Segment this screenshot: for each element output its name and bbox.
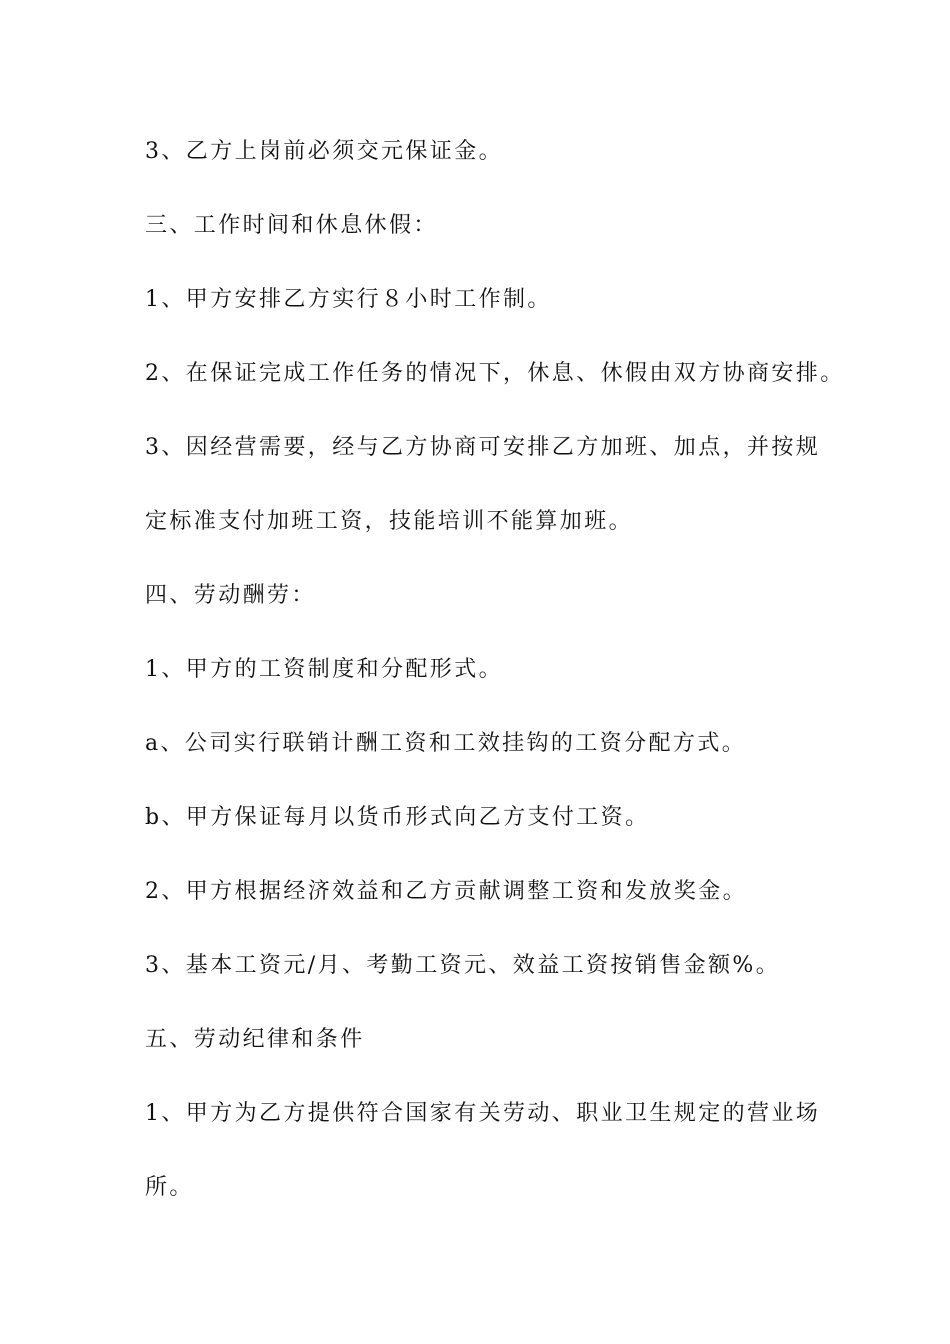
line-workplace-cont: 所。 xyxy=(145,1175,194,1200)
line-wage-a: a、公司实行联销计酬工资和工效挂钩的工资分配方式。 xyxy=(145,731,747,756)
heading-remuneration: 四、劳动酬劳： xyxy=(145,583,316,608)
heading-working-hours: 三、工作时间和休息休假： xyxy=(145,213,438,238)
line-overtime-cont: 定标准支付加班工资，技能培训不能算加班。 xyxy=(145,509,634,534)
line-deposit: 3、乙方上岗前必须交元保证金。 xyxy=(145,139,503,164)
line-wage-b: b、甲方保证每月以货币形式向乙方支付工资。 xyxy=(145,805,650,830)
heading-discipline: 五、劳动纪律和条件 xyxy=(145,1027,365,1052)
line-8-hour-system: 1、甲方安排乙方实行８小时工作制。 xyxy=(145,287,552,312)
line-basic-wage: 3、基本工资元/月、考勤工资元、效益工资按销售金额%。 xyxy=(145,953,781,978)
line-wage-system: 1、甲方的工资制度和分配形式。 xyxy=(145,657,503,682)
line-rest-leave: 2、在保证完成工作任务的情况下，休息、休假由双方协商安排。 xyxy=(145,361,845,386)
line-wage-adjust: 2、甲方根据经济效益和乙方贡献调整工资和发放奖金。 xyxy=(145,879,747,904)
line-workplace: 1、甲方为乙方提供符合国家有关劳动、职业卫生规定的营业场 xyxy=(145,1101,821,1126)
line-overtime: 3、因经营需要，经与乙方协商可安排乙方加班、加点，并按规 xyxy=(145,435,821,460)
